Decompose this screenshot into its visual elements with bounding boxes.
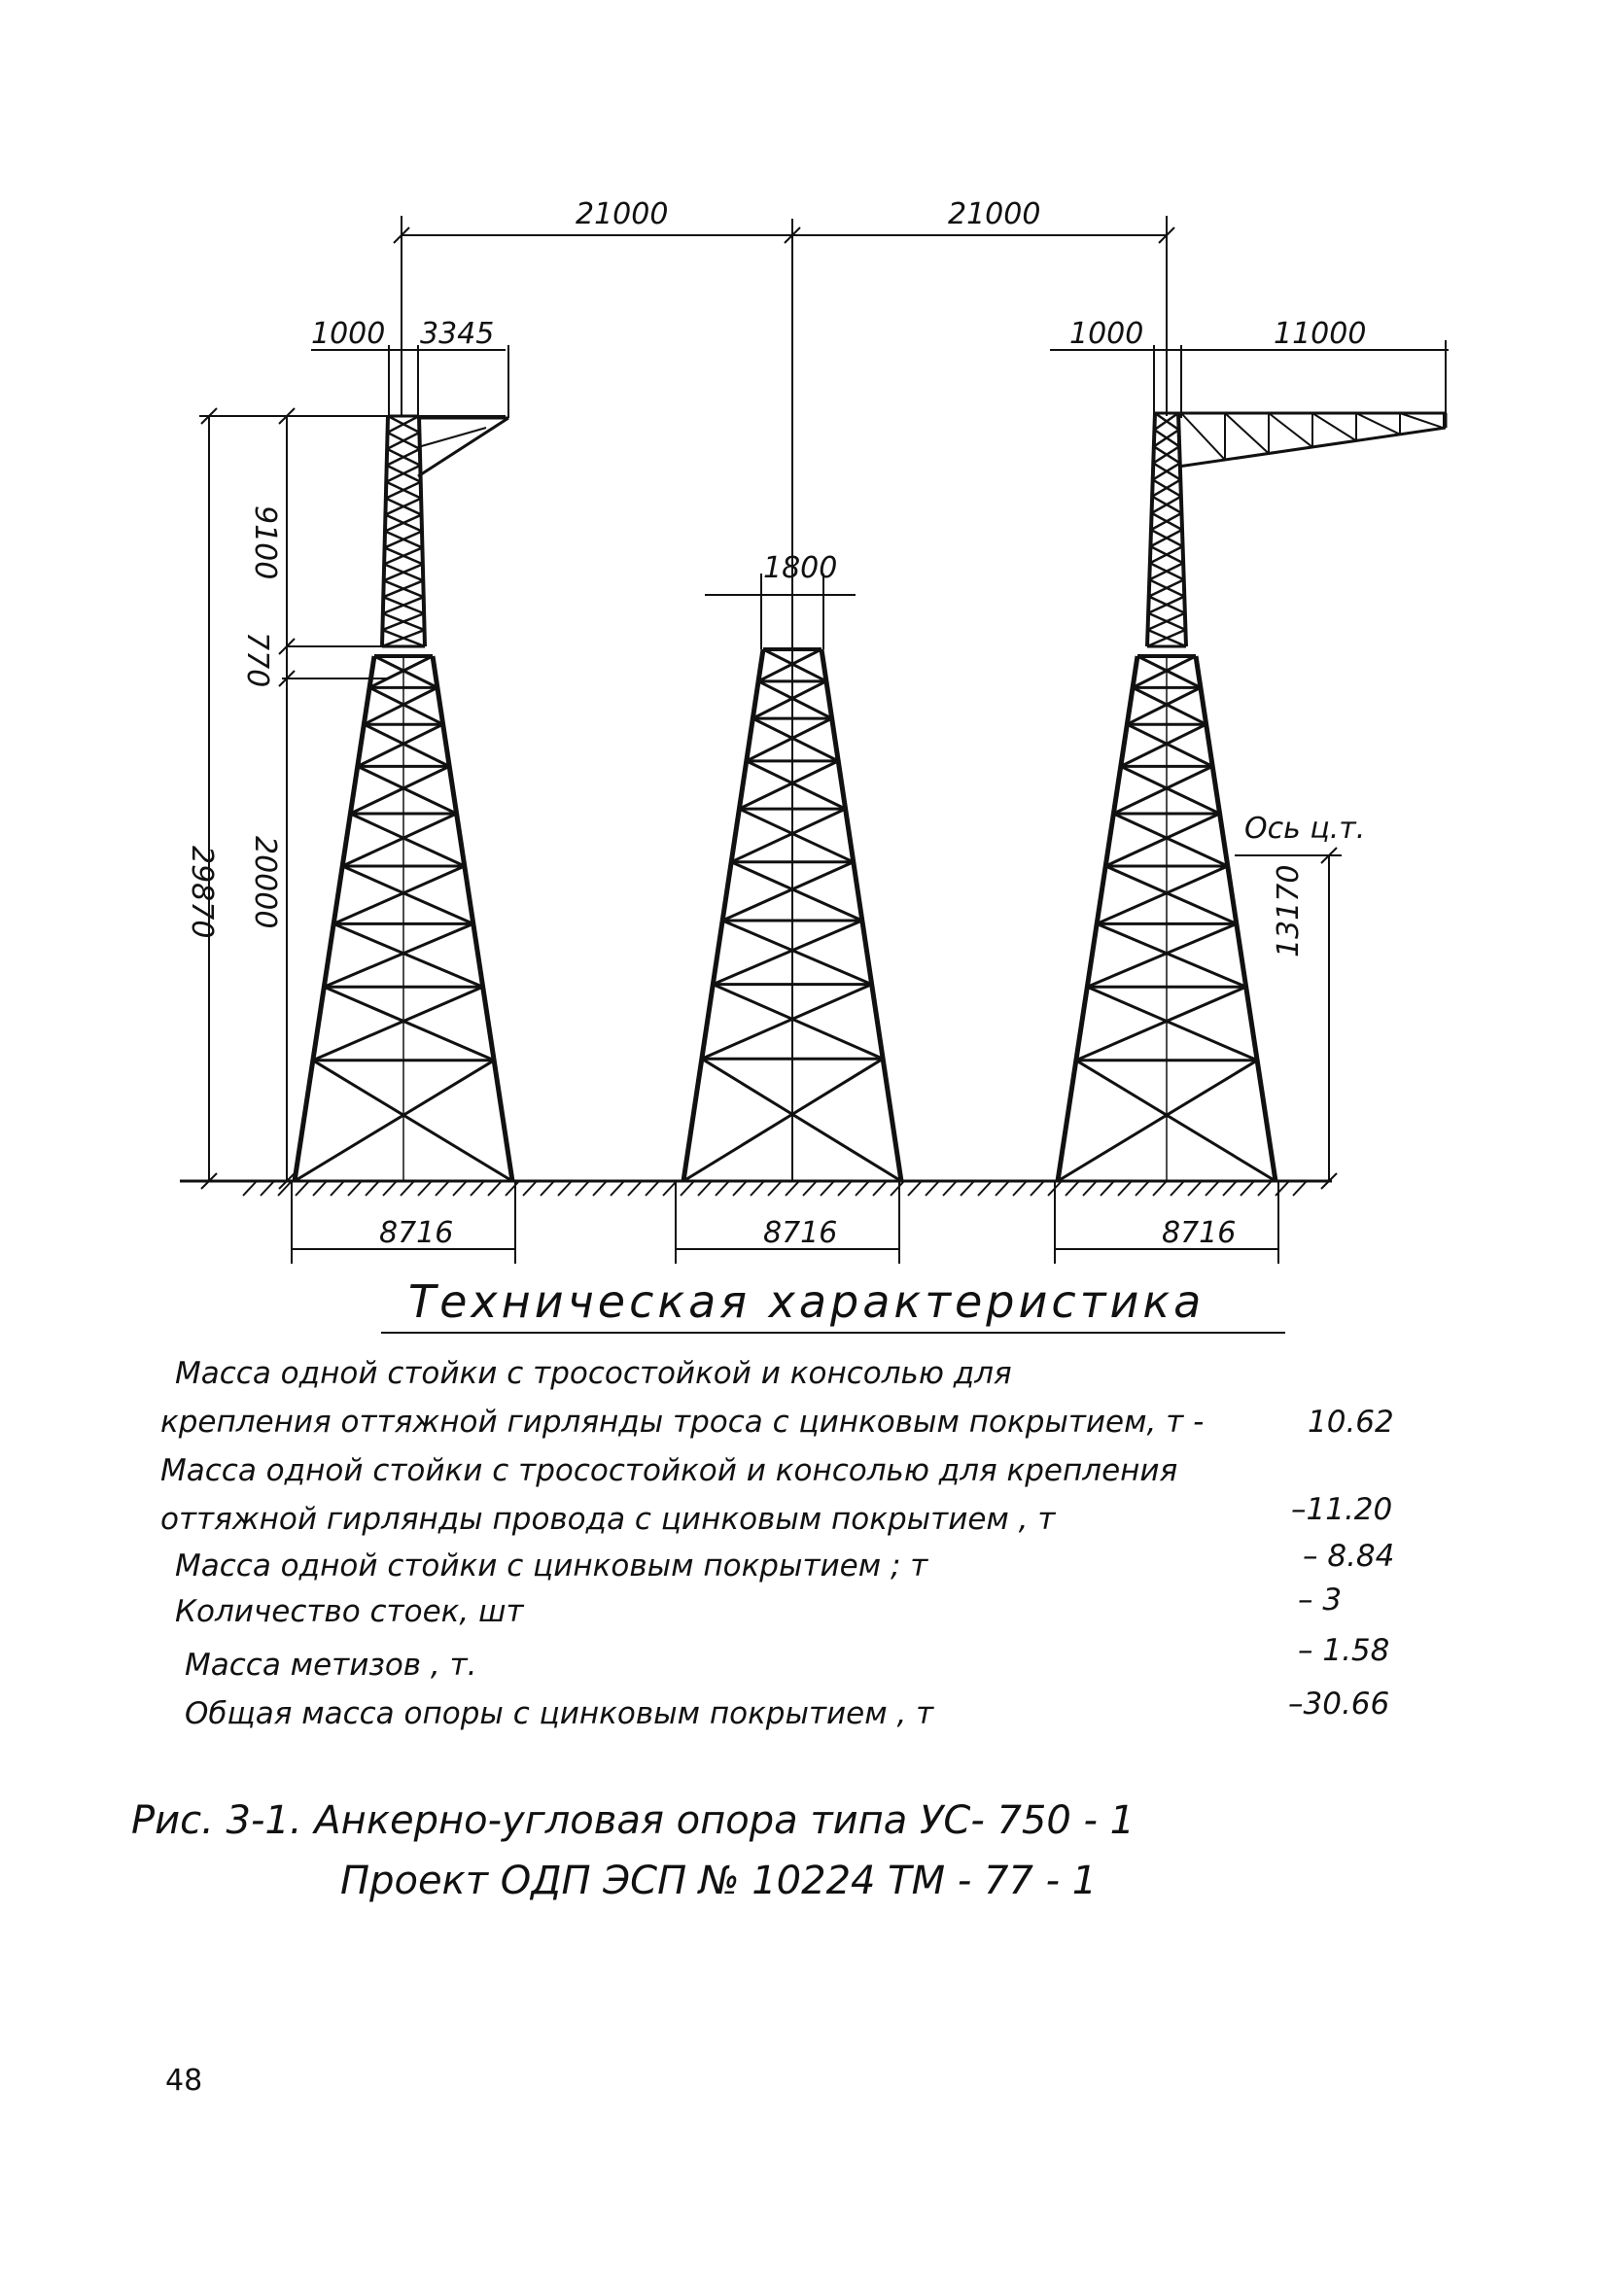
left-tower-arm-brace xyxy=(418,418,508,476)
middle-tower-diagonal xyxy=(752,718,838,761)
ground-hatch-line xyxy=(348,1181,362,1196)
middle-tower-diagonal xyxy=(702,985,872,1060)
left-tower-diagonal xyxy=(358,766,457,814)
ground-hatch-line xyxy=(541,1181,554,1196)
ground-hatch-line xyxy=(506,1181,519,1196)
ground-hatch-line xyxy=(751,1181,764,1196)
tech-specs-title: Техническая характеристика xyxy=(408,1275,1206,1328)
left-tower-leg-left xyxy=(295,656,374,1181)
spec-value-4: –11.20 xyxy=(1291,1492,1393,1527)
middle-tower-leg-left xyxy=(683,649,763,1181)
middle-tower-diagonal xyxy=(683,1059,883,1181)
ground-hatch-line xyxy=(313,1181,327,1196)
ground-hatch-line xyxy=(383,1181,397,1196)
left-tower-diagonal xyxy=(313,1061,512,1181)
ground-hatch-line xyxy=(1031,1181,1044,1196)
left-tower-diagonal xyxy=(342,814,456,866)
right-tower-diagonal xyxy=(1137,656,1201,687)
ground-hatch-line xyxy=(296,1181,309,1196)
ground-hatch-line xyxy=(471,1181,484,1196)
ground-hatch-line xyxy=(611,1181,624,1196)
ground-hatch-line xyxy=(523,1181,537,1196)
right-tower-diagonal xyxy=(1121,766,1220,814)
dim-base-right: 8716 xyxy=(1162,1216,1237,1250)
ground-hatch-line xyxy=(1153,1181,1167,1196)
middle-tower-diagonal xyxy=(702,1059,901,1181)
middle-tower-diagonal xyxy=(747,761,846,809)
right-tower-leg-right xyxy=(1196,656,1276,1181)
left-tower-diagonal xyxy=(364,687,437,724)
ground-hatch-line xyxy=(593,1181,607,1196)
spec-row-4: оттяжной гирлянды провода с цинковым покрытием , т xyxy=(160,1502,1056,1537)
ground-hatch-line xyxy=(1136,1181,1149,1196)
spec-value-6: – 3 xyxy=(1298,1583,1343,1618)
dim-right-arm-length: 11000 xyxy=(1274,317,1367,351)
middle-tower-diagonal xyxy=(713,985,883,1060)
left-tower-diagonal xyxy=(369,656,433,687)
ground-hatch-line xyxy=(1188,1181,1202,1196)
right-tower-diagonal xyxy=(1105,814,1219,866)
cg-axis-label: Ось ц.т. xyxy=(1244,812,1366,846)
left-tower-diagonal xyxy=(369,687,443,724)
right-tower-diagonal xyxy=(1133,656,1196,687)
left-tower-diagonal xyxy=(342,866,473,923)
dim-span-right: 21000 xyxy=(948,197,1041,231)
dim-left-arm-length: 3345 xyxy=(420,317,495,351)
right-tower-diagonal xyxy=(1087,923,1236,987)
ground-hatch-line xyxy=(331,1181,344,1196)
ground-hatch-line xyxy=(436,1181,449,1196)
tech-specs-underline xyxy=(381,1332,1285,1334)
right-tower-arm-lattice xyxy=(1400,413,1444,428)
right-tower-diagonal xyxy=(1121,724,1206,766)
dim-cg-height: 13170 xyxy=(1272,864,1306,957)
ground-hatch-line xyxy=(1293,1181,1307,1196)
middle-tower-diagonal xyxy=(752,681,826,718)
left-tower-diagonal xyxy=(374,656,437,687)
ground-hatch-line xyxy=(961,1181,974,1196)
ground-hatch-line xyxy=(1206,1181,1219,1196)
ground-hatch-line xyxy=(908,1181,922,1196)
ground-hatch-line xyxy=(663,1181,677,1196)
ground-hatch-line xyxy=(943,1181,957,1196)
right-tower-arm-lattice xyxy=(1356,413,1400,435)
dim-height-total: 29870 xyxy=(185,846,219,939)
ground-hatch-line xyxy=(1241,1181,1254,1196)
ground-hatch-line xyxy=(1066,1181,1079,1196)
ground-hatch-line xyxy=(803,1181,817,1196)
figure-caption-line1: Рис. 3-1. Анкерно-угловая опора типа УС- 750 - 1 xyxy=(131,1798,1136,1843)
left-tower-diagonal xyxy=(350,766,449,814)
ground-hatch-line xyxy=(698,1181,712,1196)
ground-hatch-line xyxy=(646,1181,659,1196)
left-tower-diagonal xyxy=(333,866,465,923)
right-tower-diagonal xyxy=(1127,687,1201,724)
ground-hatch-line xyxy=(1223,1181,1237,1196)
spec-value-2: 10.62 xyxy=(1308,1405,1394,1440)
right-tower-diagonal xyxy=(1113,766,1212,814)
spec-row-2: крепления оттяжной гирлянды троса с цинковым покрытием, т - xyxy=(160,1405,1205,1440)
right-tower-diagonal xyxy=(1105,866,1237,923)
dim-top-width-middle: 1800 xyxy=(763,551,838,585)
dim-left-mast-width: 1000 xyxy=(311,317,386,351)
dim-span-left: 21000 xyxy=(576,197,669,231)
right-tower-diagonal xyxy=(1076,1061,1276,1181)
ground-hatch-line xyxy=(996,1181,1009,1196)
ground-hatch-line xyxy=(838,1181,852,1196)
right-tower-diagonal xyxy=(1113,814,1227,866)
right-tower-diagonal xyxy=(1133,687,1206,724)
ground-hatch-line xyxy=(1101,1181,1114,1196)
page-number: 48 xyxy=(165,2064,203,2098)
right-tower-diagonal xyxy=(1127,724,1212,766)
left-tower-diagonal xyxy=(313,987,483,1061)
ground-hatch-line xyxy=(453,1181,467,1196)
figure-caption-line2: Проект ОДП ЭСП № 10224 ТМ - 77 - 1 xyxy=(340,1859,1098,1903)
spec-value-7: – 1.58 xyxy=(1298,1633,1390,1668)
middle-tower-diagonal xyxy=(763,649,826,681)
spec-row-5: Масса одной стойки с цинковым покрытием ; т xyxy=(175,1548,928,1583)
ground-hatch-line xyxy=(243,1181,257,1196)
right-tower-arm-lattice xyxy=(1181,413,1225,460)
left-tower-diagonal xyxy=(350,814,464,866)
middle-tower-diagonal xyxy=(731,809,845,862)
spec-value-5: – 8.84 xyxy=(1303,1539,1395,1574)
dim-right-mast-width: 1000 xyxy=(1069,317,1144,351)
ground-hatch-line xyxy=(1013,1181,1027,1196)
left-tower-leg-right xyxy=(433,656,512,1181)
ground-hatch-line xyxy=(261,1181,274,1196)
ground-hatch-line xyxy=(628,1181,642,1196)
ground-hatch-line xyxy=(891,1181,904,1196)
ground-hatch-line xyxy=(768,1181,782,1196)
left-tower-diagonal xyxy=(324,987,494,1061)
ground-hatch-line xyxy=(488,1181,502,1196)
left-tower-diagonal xyxy=(324,923,472,987)
middle-tower-leg-right xyxy=(821,649,901,1181)
middle-tower-diagonal xyxy=(747,718,832,761)
dim-base-middle: 8716 xyxy=(763,1216,838,1250)
ground-hatch-line xyxy=(856,1181,869,1196)
ground-hatch-line xyxy=(1083,1181,1097,1196)
right-tower-diagonal xyxy=(1058,1061,1257,1181)
middle-tower-diagonal xyxy=(722,921,871,985)
ground-hatch-line xyxy=(821,1181,834,1196)
left-tower-diagonal xyxy=(295,1061,494,1181)
left-tower-diagonal xyxy=(333,923,482,987)
ground-hatch-line xyxy=(418,1181,432,1196)
ground-hatch-line xyxy=(1171,1181,1184,1196)
middle-tower-diagonal xyxy=(758,681,832,718)
left-tower-diagonal xyxy=(358,724,443,766)
right-tower-leg-left xyxy=(1058,656,1137,1181)
right-tower-arm-lattice xyxy=(1225,413,1269,453)
ground-hatch-line xyxy=(786,1181,799,1196)
middle-tower-diagonal xyxy=(739,809,853,862)
dim-height-mast: 9100 xyxy=(248,505,282,580)
ground-hatch-line xyxy=(401,1181,414,1196)
dim-height-base: 20000 xyxy=(248,836,282,929)
right-tower-arm-lattice xyxy=(1269,413,1312,447)
right-tower-diagonal xyxy=(1097,923,1245,987)
middle-tower-diagonal xyxy=(713,921,861,985)
spec-value-8: –30.66 xyxy=(1288,1687,1390,1722)
right-tower-diagonal xyxy=(1076,987,1246,1061)
left-tower-diagonal xyxy=(364,724,449,766)
middle-tower-diagonal xyxy=(758,649,821,681)
right-tower-diagonal xyxy=(1087,987,1257,1061)
spec-row-7: Масса метизов , т. xyxy=(185,1648,477,1683)
ground-hatch-line xyxy=(978,1181,992,1196)
ground-hatch-line xyxy=(576,1181,589,1196)
right-tower-diagonal xyxy=(1097,866,1228,923)
ground-hatch-line xyxy=(733,1181,747,1196)
spec-row-3: Масса одной стойки с тросостойкой и консолью для крепления xyxy=(160,1453,1178,1488)
spec-row-6: Количество стоек, шт xyxy=(175,1594,524,1629)
middle-tower-diagonal xyxy=(722,862,854,921)
ground-hatch-line xyxy=(558,1181,572,1196)
ground-hatch-line xyxy=(1118,1181,1132,1196)
right-tower-arm-lattice xyxy=(1312,413,1356,440)
ground-hatch-line xyxy=(681,1181,694,1196)
spec-row-1: Масса одной стойки с тросостойкой и консолью для xyxy=(175,1356,1012,1391)
ground-hatch-line xyxy=(1258,1181,1272,1196)
ground-hatch-line xyxy=(366,1181,379,1196)
dim-height-joint: 770 xyxy=(240,632,274,688)
ground-hatch-line xyxy=(716,1181,729,1196)
ground-hatch-line xyxy=(873,1181,887,1196)
spec-row-8: Общая масса опоры с цинковым покрытием , т xyxy=(185,1696,934,1731)
middle-tower-diagonal xyxy=(731,862,862,921)
ground-hatch-line xyxy=(926,1181,939,1196)
dim-base-left: 8716 xyxy=(379,1216,454,1250)
middle-tower-diagonal xyxy=(739,761,838,809)
